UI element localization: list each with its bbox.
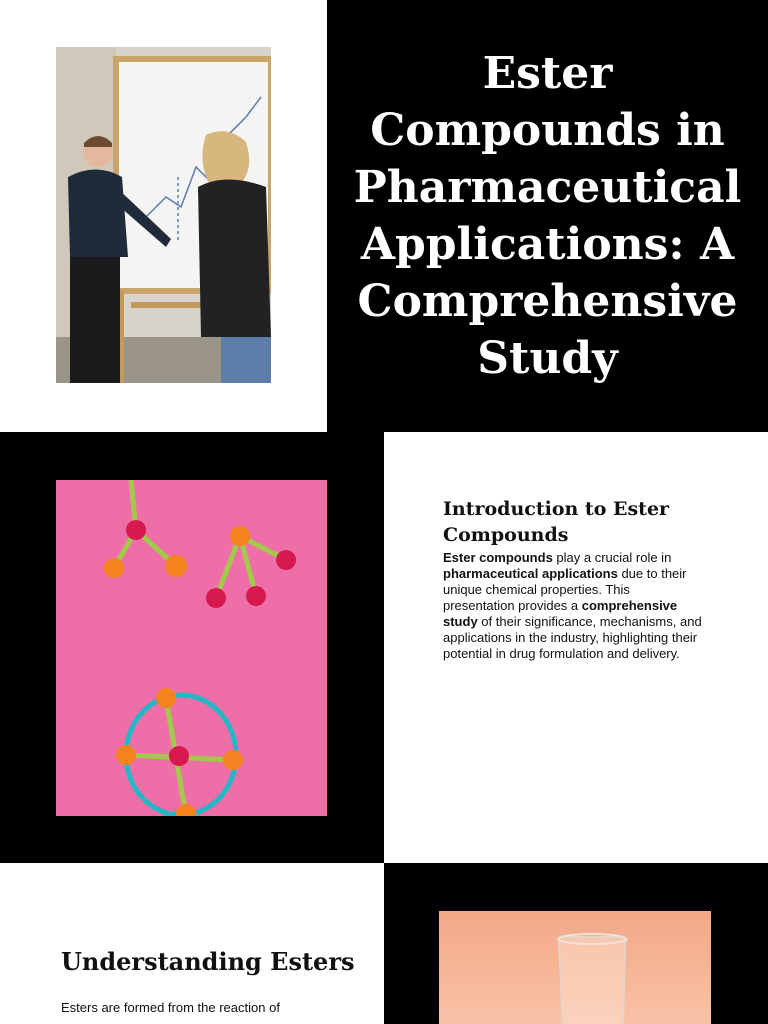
- presentation-title: Ester Compounds in Pharmaceutical Applications: A Comprehensive Study: [353, 48, 742, 384]
- office-whiteboard-photo: [56, 47, 271, 383]
- highlighted-term: comprehensive study: [443, 598, 678, 629]
- slide3-image-panel: [384, 863, 768, 1024]
- paragraph-text: of their significance, mechanisms, and applications in the industry, highlighting their potential in drug formulation and delivery.: [443, 614, 702, 661]
- beaker-illustration: [439, 911, 711, 1024]
- molecule-model-photo: [56, 480, 327, 816]
- slide3-text-panel: [0, 863, 384, 1024]
- slide2-text-panel: [384, 432, 768, 863]
- understanding-heading: Understanding Esters: [61, 947, 355, 976]
- highlighted-term: Ester compounds: [443, 550, 553, 565]
- understanding-paragraph: Esters are formed from the reaction of: [61, 1000, 280, 1015]
- paragraph-text: due to their unique chemical properties. This presentation provides a: [443, 566, 687, 613]
- paragraph-text: play a crucial role in: [552, 550, 672, 565]
- office-photo-illustration: [56, 47, 271, 383]
- slide1-image-panel: [0, 0, 327, 432]
- molecule-illustration: [56, 480, 327, 816]
- slide1-title-panel: [327, 0, 768, 432]
- intro-heading: Introduction to Ester Compounds: [443, 498, 670, 546]
- highlighted-term: pharmaceutical applications: [443, 566, 618, 581]
- slide2-image-panel: [0, 432, 384, 863]
- intro-paragraph: [443, 550, 705, 662]
- beaker-photo: [439, 911, 711, 1024]
